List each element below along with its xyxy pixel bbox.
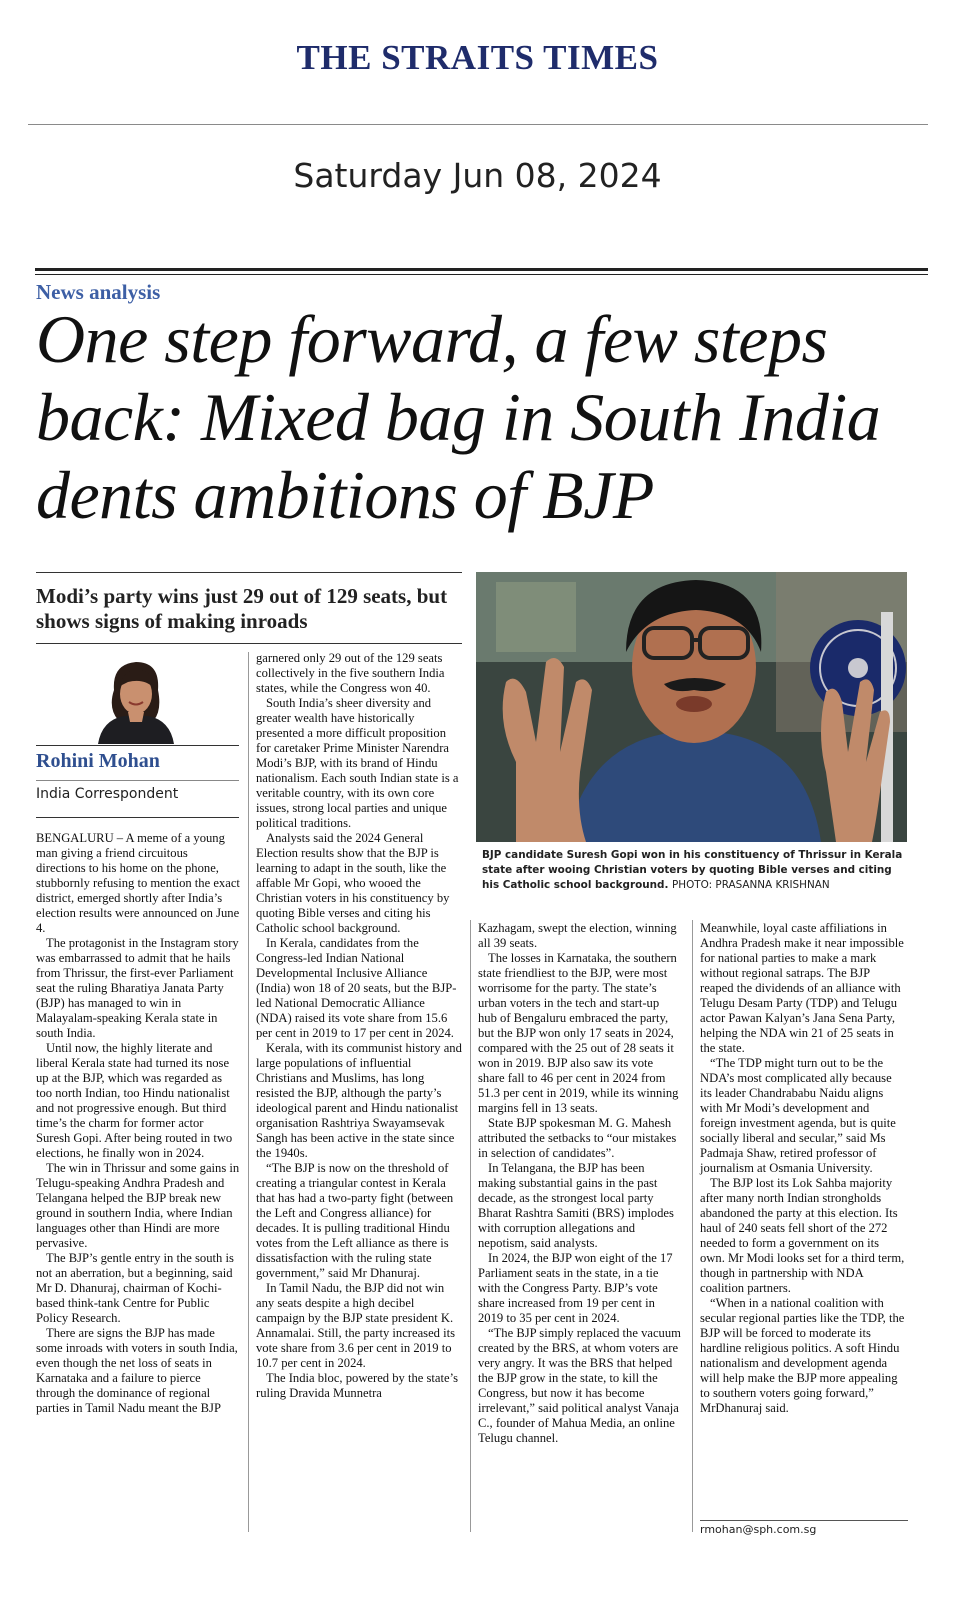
publication-date: Saturday Jun 08, 2024 — [293, 156, 662, 195]
paragraph: “The TDP might turn out to be the NDA’s most complicated ally because its leader Chandrababu Naidu aligns with Mr Modi’s development and foreign investment agenda, but is quite socially liberal and secular,” said Ms Padmaja Shaw, retired professor of journalism at Osmania University. — [700, 1056, 896, 1175]
paragraph: Analysts said the 2024 General Election results show that the BJP is learning to adapt in the south, like the affable Mr Gopi, who wooed the Christian voters in his constituency by quoting Bible verses and citing his Catholic school background. — [256, 831, 450, 935]
header-divider — [28, 124, 928, 125]
paragraph: The India bloc, powered by the state’s ruling Dravida Munnetra — [256, 1371, 458, 1400]
paragraph: In Kerala, candidates from the Congress-led Indian National Developmental Inclusive Alliance (India) won 18 of 20 seats, but the BJP-led National Democratic Alliance (NDA) raised its vote share from 15.6 per cent in 2019 to 17 per cent in 2024. — [256, 936, 457, 1040]
paragraph: The BJP lost its Lok Sahba majority after many north Indian strongholds abandoned the party at this election. Its haul of 240 seats fell short of the 272 needed to form a government on its own. Mr Modi looks set for a third term, though in partnership with NDA coalition partners. — [700, 1176, 905, 1295]
paragraph: State BJP spokesman M. G. Mahesh attributed the setbacks to “our mistakes in selection of candidates”. — [478, 1116, 677, 1160]
column-rule — [470, 920, 471, 1532]
paragraph: “The BJP is now on the threshold of creating a triangular contest in Kerala that has had a two-party fight (between the Left and Congress alliance) for decades. It is pulling traditional Hindu votes from the Left alliance as there is dissatisfaction with the ruling state government,” said Mr Dhanuraj. — [256, 1161, 454, 1280]
paragraph: In Tamil Nadu, the BJP did not win any seats despite a high decibel campaign by the BJP state president K. Annamalai. Still, the party increased its vote share from 3.6 per cent in 2019 to 10.7 per cent in 2024. — [256, 1281, 455, 1370]
paragraph: The BJP’s gentle entry in the south is not an aberration, but a beginning, said Mr D. Dhanuraj, chairman of Kochi-based think-tank Centre for Public Policy Research. — [36, 1251, 234, 1325]
page-top-rule — [35, 268, 928, 271]
author-role: India Correspondent — [36, 786, 179, 802]
author-rule — [36, 745, 239, 746]
masthead-logo: THE STRAITS TIMES — [296, 38, 659, 77]
paragraph: BENGALURU – A meme of a young man giving a friend circuitous directions to his home on the phone, stubbornly refusing to mention the exact district, emerged shortly after India’s election results were announced on June 4. — [36, 831, 240, 935]
author-name: Rohini Mohan — [36, 750, 160, 772]
article-column-1 — [36, 831, 240, 1416]
paragraph: Until now, the highly literate and liberal Kerala state had turned its nose up at the BJP, which was regarded as too north Indian, too Hindu nationalist and not progressive enough. But third time’s the charm for former actor Suresh Gopi. After being routed in two elections, he finally won in 2024. — [36, 1041, 233, 1160]
paragraph: South India’s sheer diversity and greater wealth have historically presented a more difficult proposition for caretaker Prime Minister Narendra Modi’s BJP, with its brand of Hindu nationalism. Each south Indian state is a veritable country, with its own core issues, strong local parties and unique political traditions. — [256, 696, 459, 830]
email-rule — [700, 1520, 908, 1521]
paragraph: The win in Thrissur and some gains in Telugu-speaking Andhra Pradesh and Telangana helped the BJP break new ground in southern India, where Indian languages other than Hindi are more pervasive. — [36, 1161, 240, 1250]
article-column-2 — [256, 651, 462, 1401]
paragraph: “The BJP simply replaced the vacuum created by the BRS, at whom voters are very angry. It was the BRS that helped the BJP grow in the state, to kill the Congress, but now it has become irrelevant,” said political analyst Vanaja C., founder of Mahua Media, an online Telugu channel. — [478, 1326, 681, 1445]
page-top-rule-thin — [35, 274, 928, 275]
paragraph: The protagonist in the Instagram story was embarrassed to admit that he hails from Thrissur, the first-ever Parliament seat the ruling Bharatiya Janata Party (BJP) has managed to win in Malayalam-speaking Kerala state in south India. — [36, 936, 239, 1040]
author-portrait-image — [84, 650, 186, 744]
article-column-4 — [700, 921, 906, 1416]
paragraph: There are signs the BJP has made some inroads with voters in south India, even though the net loss of seats in Karnataka and a failure to pierce through the dominance of regional parties in Tamil Nadu meant the BJP — [36, 1326, 238, 1415]
article-kicker: News analysis — [36, 280, 161, 304]
caption-text: BJP candidate Suresh Gopi won in his constituency of Thrissur in Kerala state after wooing Christian voters by quoting Bible verses and citing his Catholic school background. — [482, 849, 903, 891]
author-rule-bottom — [36, 817, 239, 818]
paragraph: In 2024, the BJP won eight of the 17 Parliament seats in the state, in a tie with the Congress Party. BJP’s vote share increased from 19 per cent in 2019 to 35 per cent in 2024. — [478, 1251, 673, 1325]
photo-caption — [482, 848, 907, 893]
paragraph: “When in a national coalition with secular regional parties like the TDP, the BJP will be forced to moderate its hardline religious politics. A soft Hindu nationalism and development agenda will help make the BJP more appealing to southern voters going forward,” MrDhanuraj said. — [700, 1296, 905, 1415]
suresh-gopi-photo — [476, 572, 907, 842]
photo-credit: PHOTO: PRASANNA KRISHNAN — [672, 879, 830, 891]
paragraph: Meanwhile, loyal caste affiliations in Andhra Pradesh make it near impossible for national parties to make a mark without regional satraps. The BJP reaped the dividends of an alliance with Telugu Desam Party (TDP) and Telugu actor Pawan Kalyan’s Jana Sena Party, helping the NDA win 21 of 25 seats in the state. — [700, 921, 904, 1055]
article-headline: One step forward, a few steps back: Mixed bag in South India dents ambitions of BJP — [36, 301, 881, 533]
paragraph: In Telangana, the BJP has been making substantial gains in the past decade, as the strongest local party Bharat Rashtra Samiti (BRS) implodes with corruption allegations and nepotism, said analysts. — [478, 1161, 674, 1250]
article-deck: Modi’s party wins just 29 out of 129 seats, but shows signs of making inroads — [36, 584, 448, 633]
deck-rule-top — [36, 572, 462, 573]
paragraph: Kerala, with its communist history and large populations of influential Christians and Muslims, has long resisted the BJP, although the party’s ideological parent and Hindu nationalist organisation Rashtriya Swayamsevak Sangh has been active in the state since the 1940s. — [256, 1041, 462, 1160]
article-photo — [476, 572, 907, 842]
article-column-3 — [478, 921, 681, 1446]
paragraph: garnered only 29 out of the 129 seats collectively in the five southern India states, while the Congress won 40. — [256, 651, 445, 695]
paragraph: The losses in Karnataka, the southern state friendliest to the BJP, were most worrisome for the party. The state’s urban voters in the tech and start-up hub of Bengaluru embraced the party, but the BJP won only 17 seats in 2024, compared with the 25 out of 28 seats it won in 2019. BJP also saw its vote share fall to 46 per cent in 2024 from 51.3 per cent in 2019, while its winning margins fell in 13 seats. — [478, 951, 679, 1115]
author-email: rmohan@sph.com.sg — [700, 1523, 817, 1536]
column-rule — [692, 920, 693, 1532]
deck-rule-bottom — [36, 643, 462, 644]
paragraph: Kazhagam, swept the election, winning all 39 seats. — [478, 921, 677, 950]
column-rule — [248, 652, 249, 1532]
author-portrait — [84, 650, 186, 744]
author-rule-mid — [36, 780, 239, 781]
